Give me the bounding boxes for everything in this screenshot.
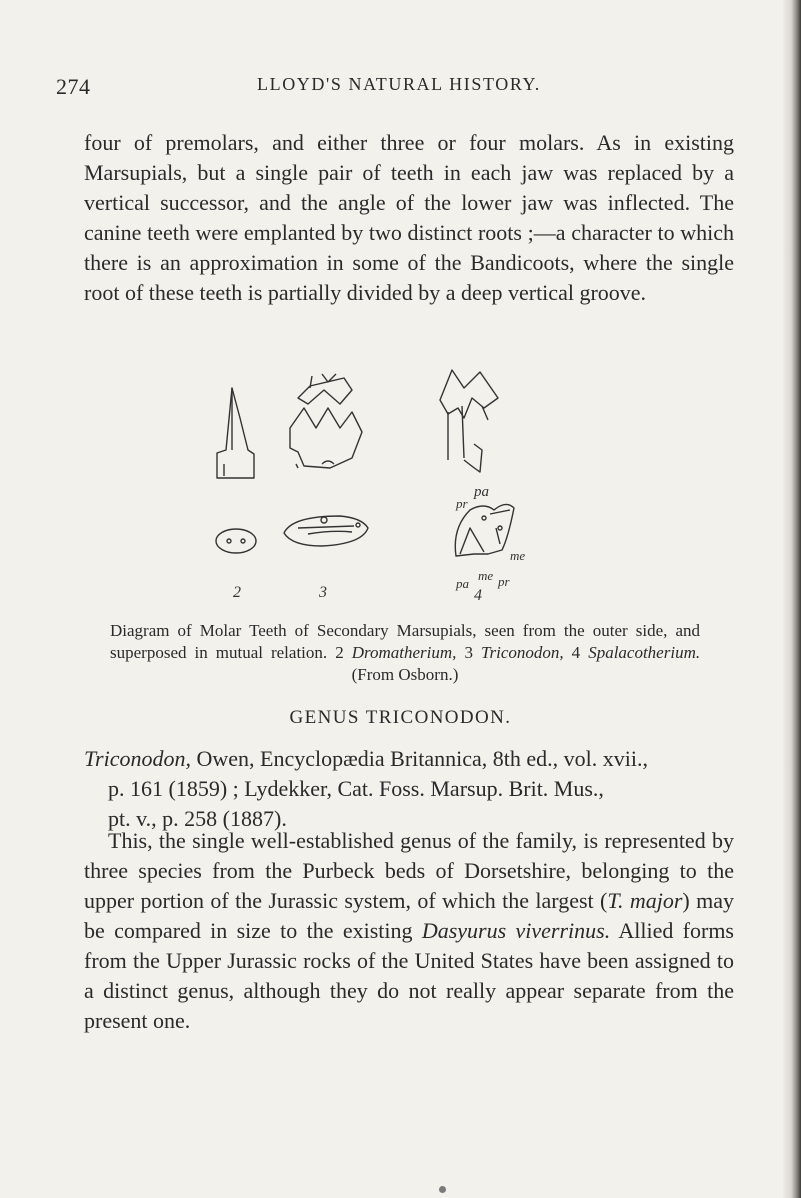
dromatherium-side-view	[217, 388, 254, 478]
section-heading: GENUS TRICONODON.	[289, 707, 512, 728]
figure-label-4: 4	[474, 587, 482, 604]
figure-label-pa-bottom: pa	[456, 576, 469, 591]
figure-label-2: 2	[233, 584, 241, 601]
spalacotherium-side-view	[440, 370, 498, 418]
caption-number-2: 2	[335, 643, 344, 662]
page-number: 274	[56, 74, 91, 99]
page-edge-shadow	[783, 0, 801, 1198]
running-head: LLOYD'S NATURAL HISTORY.	[257, 74, 541, 94]
caption-number-3: 3	[464, 643, 473, 662]
citation-genus: Triconodon,	[84, 746, 191, 771]
paragraph-2-part-1: This, the single well-established genus of the family, is represented by three species from the Purbeck beds of Dorsetshire, belonging to the upper portion of the Jurassic system, of which the largest (	[84, 828, 734, 913]
spalacotherium-crown-view	[455, 504, 514, 556]
figure-label-pr-bottom: pr	[498, 574, 510, 589]
paragraph-2-part-3: Allied forms from the Upper Jurassic rocks of the United States have been assigned to a distinct genus, although they do not really appear separate from the present one.	[84, 918, 734, 1033]
genus-reference: Dasyurus viverrinus.	[421, 918, 611, 943]
figure-label-me-right: me	[510, 548, 526, 563]
triconodon-side-view	[298, 374, 352, 404]
paragraph-2	[84, 826, 734, 1036]
figure-label-3: 3	[319, 584, 327, 601]
figure-label-pa-top: pa	[474, 484, 489, 500]
figure-label-me-bottom: me	[478, 568, 494, 583]
species-name: T. major	[607, 888, 683, 913]
print-mark	[439, 1186, 446, 1193]
molar-teeth-diagram	[212, 368, 612, 608]
caption-genus-triconodon: Triconodon,	[480, 643, 564, 662]
caption-genus-spalacotherium: Spalacotherium.	[588, 643, 701, 662]
citation-line-2: p. 161 (1859) ; Lydekker, Cat. Foss. Marsup. Brit. Mus.,	[108, 776, 604, 801]
citation-line-1: Owen, Encyclopædia Britannica, 8th ed., vol. xvii.,	[190, 746, 648, 771]
citation-line-3: pt. v., p. 258 (1887).	[108, 806, 287, 831]
paragraph-2-part-2: ) may be compared in size to the existing	[84, 888, 734, 943]
caption-number-4: 4	[571, 643, 581, 662]
figure-caption	[110, 620, 700, 686]
caption-genus-dromatherium: Dromatherium,	[351, 643, 457, 662]
caption-source: (From Osborn.)	[351, 665, 459, 684]
dromatherium-crown-view	[216, 529, 256, 553]
paragraph-1: four of premolars, and either three or four molars. As in existing Marsupials, but a single pair of teeth in each jaw was replaced by a vertical successor, and the angle of the lower jaw was inflected. The canine teeth were emplanted by two distinct roots ;—a character to which there is an approximation in some of the Bandicoots, where the single root of these teeth is partially divided by a deep vertical groove.	[84, 130, 734, 305]
figure-label-pr-left: pr	[456, 496, 468, 511]
taxonomic-citation	[84, 744, 734, 834]
caption-text: Diagram of Molar Teeth of Secondary Marsupials, seen from the outer side, and superposed in mutual relation.	[110, 621, 700, 662]
triconodon-crown-view	[284, 516, 368, 546]
